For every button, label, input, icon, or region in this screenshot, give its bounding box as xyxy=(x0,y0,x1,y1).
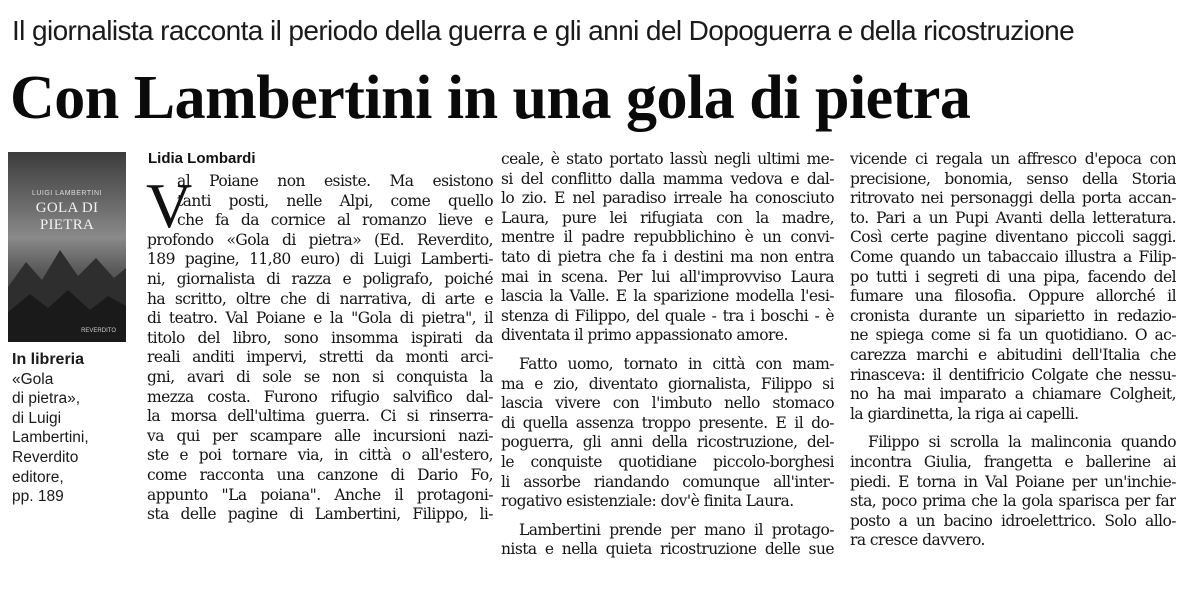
sidebar-line: editore, xyxy=(12,468,64,486)
sidebar-line: di pietra», xyxy=(12,390,81,408)
book-cover-image xyxy=(8,152,126,342)
paragraph xyxy=(501,150,834,346)
text-line: appunto "La poiana". Anche il protagoni- xyxy=(147,485,493,504)
text-line: ritrovato nei personaggi della porta accan- xyxy=(850,189,1176,208)
text-line: lascia la Valle. E la sparizione modella l'esi- xyxy=(501,287,834,306)
sidebar-title: In libreria xyxy=(12,351,85,368)
text-line: mezza costa. Furono rifugio salvifico dal- xyxy=(147,387,493,406)
sidebar-line: pp. 189 xyxy=(12,488,64,506)
text-line: to. Pari a un Pupi Avanti della letteratura. xyxy=(850,208,1176,227)
text-line: incontra Giulia, frangetta e ballerine ai xyxy=(850,452,1176,471)
paragraph xyxy=(501,355,834,512)
sidebar-line: Lambertini, xyxy=(12,429,89,447)
text-line: si del conflitto dalla mamma vedova e dal- xyxy=(501,169,834,188)
text-line: va qui per scampare alle incursioni nazi- xyxy=(147,426,493,445)
text-line: la giardinetta, la riga ai capelli. xyxy=(850,404,1079,423)
paragraph xyxy=(850,433,1176,551)
text-line: titolo del libro, sono insomma ispirati da xyxy=(147,328,493,347)
text-line: di teatro. Val Poiane e la "Gola di pietra", il xyxy=(147,309,493,328)
text-line: mentre il padre repubblichino è un convi- xyxy=(501,228,834,247)
text-line: che fa da cornice al romanzo lieve e xyxy=(177,211,493,230)
cover-title: GOLA DI PIETRA xyxy=(35,200,99,233)
article-column-1 xyxy=(147,172,493,525)
text-line: ni, giornalista di razza e poligrafo, poiché xyxy=(147,269,493,288)
text-line: la morsa dell'ultima guerra. Ci si rinserra- xyxy=(147,407,493,426)
text-line: Come quando un tabaccaio illustra a Filip- xyxy=(850,247,1176,266)
text-line: Lambertini prende per mano il protago- xyxy=(519,520,834,539)
text-line: ra cresce davvero. xyxy=(850,531,985,550)
paragraph xyxy=(147,172,493,525)
text-line: carezza marchi e abitudini dell'Italia che xyxy=(850,345,1176,364)
cover-author: LUIGI LAMBERTINI xyxy=(31,190,103,197)
text-line: po tutti i segreti di una pipa, facendo del xyxy=(850,267,1176,286)
text-line: sta, poco prima che la gola sparisca per far xyxy=(850,492,1176,511)
text-line: gni, avari di sole se non si conquista la xyxy=(147,367,493,386)
text-line: di quella assenza troppo presente. E il do- xyxy=(501,413,834,432)
article-column-3 xyxy=(850,150,1176,551)
text-line: le conquiste quotidiane piccolo-borghesi xyxy=(501,452,834,471)
sidebar-line: di Luigi xyxy=(12,409,62,427)
text-line: Così certe pagine diventano piccoli saggi. xyxy=(850,228,1176,247)
text-line: fumare una filosofia. Oppure allorché il xyxy=(850,287,1176,306)
text-line: poguerra, gli anni della ricostruzione, del- xyxy=(501,433,834,452)
text-line: piedi. E torna in Val Poiane per un'inchie- xyxy=(850,472,1176,491)
paragraph xyxy=(850,150,1176,424)
text-line: ne spiega come si fa un quotidiano. O ac- xyxy=(850,326,1176,345)
text-line: tato di pietra che fa i destini ma non entra xyxy=(501,247,834,266)
article-column-2 xyxy=(501,150,834,560)
text-line: Filippo si scrolla la malinconia quando xyxy=(868,433,1176,452)
text-line: no ha mai imparato a chiamare Colgheit, xyxy=(850,385,1176,404)
text-line: reali anditi impervi, stretti da monti arci- xyxy=(147,348,493,367)
text-line: ha scritto, oltre che di narrativa, di arte e xyxy=(147,289,493,308)
text-line: cronista durante un siparietto in redazio- xyxy=(850,306,1176,325)
text-line: come racconta una canzone di Dario Fo, xyxy=(147,465,493,484)
book-info-sidebar xyxy=(12,350,134,507)
text-line: 189 pagine, 11,80 euro) di Luigi Lamberti- xyxy=(147,250,493,269)
text-line: posto a un bacino idroelettrico. Solo allo- xyxy=(850,511,1176,530)
text-line: tanti posti, nelle Alpi, come quello xyxy=(177,191,493,210)
text-line: lo zio. E nel paradiso irreale ha conosciuto xyxy=(501,189,834,208)
sidebar-line: Reverdito xyxy=(12,448,79,466)
text-line: Laura, pure lei rifugiata con la madre, xyxy=(501,208,834,227)
text-line: diventata il primo appassionato amore. xyxy=(501,326,788,345)
sidebar-line: «Gola xyxy=(12,370,54,388)
text-line: ma e zio, diventato giornalista, Filippo si xyxy=(501,374,834,393)
text-line: rinasceva: il dentifricio Colgate che nessu- xyxy=(850,365,1176,384)
text-line: mai in scena. Per lui all'improvviso Laura xyxy=(501,267,834,286)
text-line: stenza di Filippo, del quale - tra i boschi - è xyxy=(501,306,834,325)
text-line: rogativo esistenziale: dov'è finita Laura. xyxy=(501,492,794,511)
cover-mountains-illustration xyxy=(8,232,126,342)
text-line: ceale, è stato portato lassù negli ultimi me- xyxy=(501,150,834,168)
text-line: nista e nella quieta ricostruzione delle sue xyxy=(501,540,834,559)
text-line: ste e poi tornare via, in città o all'estero, xyxy=(147,446,493,465)
text-line: sta delle pagine di Lambertini, Filippo, li- xyxy=(147,505,493,524)
text-line: precisione, bonomia, senso della Storia xyxy=(850,169,1176,188)
text-line: Fatto uomo, tornato in città con mam- xyxy=(519,354,834,373)
text-line: profondo «Gola di pietra» (Ed. Reverdito, xyxy=(147,230,493,249)
drop-cap: V xyxy=(146,170,193,241)
byline: Lidia Lombardi xyxy=(148,150,256,167)
paragraph xyxy=(501,521,834,560)
text-line: lascia vivere con l'imbuto nello stomaco xyxy=(501,394,834,413)
kicker: Il giornalista racconta il periodo della guerra e gli anni del Dopoguerra e della ricostruzione xyxy=(12,15,1075,46)
text-line: li assorbe riandando comunque all'inter- xyxy=(501,472,834,491)
text-line: vicende ci regala un affresco d'epoca con xyxy=(850,150,1176,168)
cover-publisher: REVERDITO xyxy=(81,328,116,334)
text-line: al Poiane non esiste. Ma esistono xyxy=(177,172,493,190)
headline: Con Lambertini in una gola di pietra xyxy=(10,64,971,132)
